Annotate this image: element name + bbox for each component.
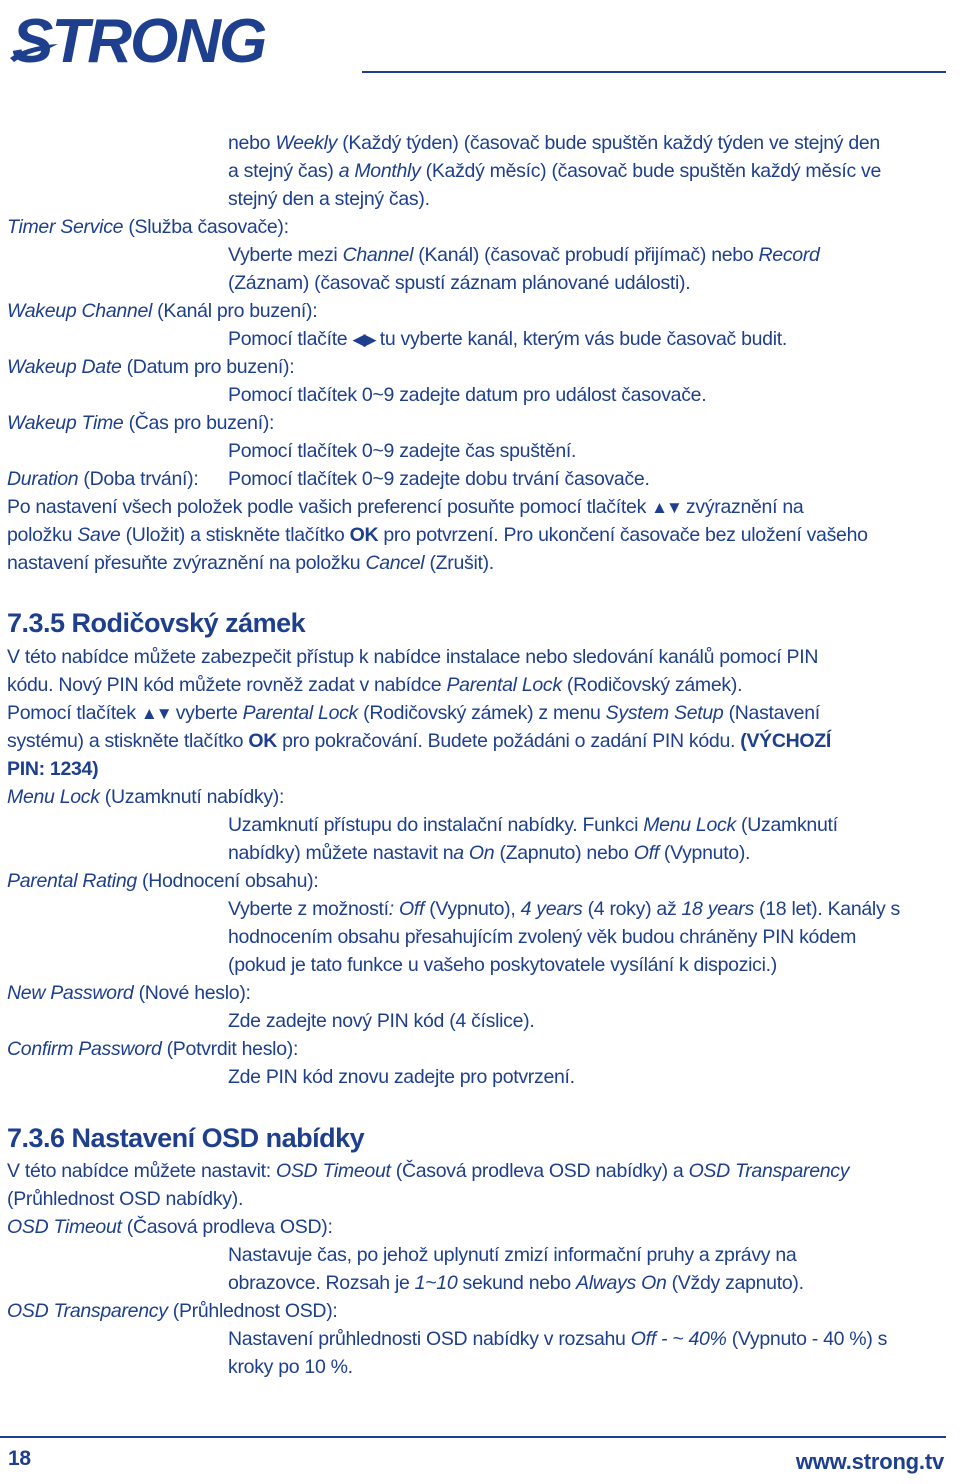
term-timer-service: Timer Service (Služba časovače): — [7, 216, 289, 238]
text-line: V této nabídce můžete zabezpečit přístup k nabídce instalace nebo sledování kanálů pomocí PIN — [7, 646, 819, 668]
text-line: Pomocí tlačítek 0~9 zadejte datum pro událost časovače. — [228, 384, 707, 406]
text-line: Zde zadejte nový PIN kód (4 číslice). — [228, 1010, 535, 1032]
text-line: položku Save (Uložit) a stiskněte tlačítko OK pro potvrzení. Pro ukončení časovače bez uložení vašeho — [7, 524, 868, 546]
section-heading-osd-settings: 7.3.6 Nastavení OSD nabídky — [7, 1123, 365, 1153]
text-line: Vyberte mezi Channel (Kanál) (časovač probudí přijímač) nebo Record — [228, 244, 820, 266]
term-new-password: New Password (Nové heslo): — [7, 982, 251, 1004]
term-parental-rating: Parental Rating (Hodnocení obsahu): — [7, 870, 319, 892]
text-line: hodnocením obsahu přesahujícím zvolený věk budou chráněny PIN kódem — [228, 926, 857, 948]
text-line: (Záznam) (časovač spustí záznam plánované události). — [228, 272, 691, 294]
term-wakeup-date: Wakeup Date (Datum pro buzení): — [7, 356, 295, 378]
footer-url[interactable]: www.strong.tv — [795, 1449, 944, 1474]
term-osd-transparency: OSD Transparency (Průhlednost OSD): — [7, 1300, 338, 1322]
text-line: a stejný čas) a Monthly (Každý měsíc) (časovač bude spuštěn každý měsíc ve — [228, 160, 882, 182]
text-line: kódu. Nový PIN kód můžete rovněž zadat v nabídce Parental Lock (Rodičovský zámek). — [7, 674, 743, 696]
text-line: Vyberte z možností: Off (Vypnuto), 4 years (4 roky) až 18 years (18 let). Kanály s — [228, 898, 900, 920]
left-right-arrows-icon: ◀▶ — [352, 330, 375, 349]
term-confirm-password: Confirm Password (Potvrdit heslo): — [7, 1038, 299, 1060]
text-line: Pomocí tlačítek 0~9 zadejte dobu trvání časovače. — [228, 468, 650, 490]
strong-logo — [6, 6, 310, 68]
term-duration: Duration (Doba trvání): — [7, 468, 199, 490]
text-line: systému) a stiskněte tlačítko OK pro pokračování. Budete požádáni o zadání PIN kódu. (VÝCHOZÍ — [7, 730, 832, 752]
text-line: obrazovce. Rozsah je 1~10 sekund nebo Always On (Vždy zapnuto). — [228, 1272, 804, 1294]
header-rule — [362, 71, 946, 73]
up-down-arrows-icon: ▲▼ — [140, 704, 171, 723]
term-wakeup-channel: Wakeup Channel (Kanál pro buzení): — [7, 300, 318, 322]
text-line: kroky po 10 %. — [228, 1356, 353, 1378]
term-menu-lock: Menu Lock (Uzamknutí nabídky): — [7, 786, 285, 808]
text-line: Pomocí tlačítek 0~9 zadejte čas spuštění. — [228, 440, 577, 462]
text-line: V této nabídce můžete nastavit: OSD Timeout (Časová prodleva OSD nabídky) a OSD Transparency — [7, 1160, 850, 1182]
text-line: (pokud je tato funkce u vašeho poskytovatele vysílání k dispozici.) — [228, 954, 777, 976]
term-wakeup-time: Wakeup Time (Čas pro buzení): — [7, 412, 275, 434]
up-down-arrows-icon: ▲▼ — [651, 498, 681, 517]
text-line: Zde PIN kód znovu zadejte pro potvrzení. — [228, 1066, 575, 1088]
text-line: Uzamknutí přístupu do instalační nabídky. Funkci Menu Lock (Uzamknutí — [228, 814, 838, 836]
text-line: Pomocí tlačíte ◀▶ tu vyberte kanál, kterým vás bude časovač budit. — [228, 328, 787, 350]
text-line: Nastavuje čas, po jehož uplynutí zmizí informační pruhy a zprávy na — [228, 1244, 797, 1266]
page-number: 18 — [8, 1447, 31, 1470]
footer-rule — [0, 1436, 946, 1438]
text-line: nebo Weekly (Každý týden) (časovač bude spuštěn každý týden ve stejný den — [228, 132, 880, 154]
text-line: PIN: 1234) — [7, 758, 99, 780]
text-line: (Průhlednost OSD nabídky). — [7, 1188, 244, 1210]
term-osd-timeout: OSD Timeout (Časová prodleva OSD): — [7, 1216, 333, 1238]
section-heading-parental-lock: 7.3.5 Rodičovský zámek — [7, 608, 306, 638]
text-line: nastavení přesuňte zvýraznění na položku Cancel (Zrušit). — [7, 552, 494, 574]
text-line: stejný den a stejný čas). — [228, 188, 430, 210]
logo-text: STRONG — [12, 7, 266, 68]
text-line: nabídky) můžete nastavit na On (Zapnuto) nebo Off (Vypnuto). — [228, 842, 751, 864]
text-line: Nastavení průhlednosti OSD nabídky v rozsahu Off - ~ 40% (Vypnuto - 40 %) s — [228, 1328, 888, 1350]
text-line: Po nastavení všech položek podle vašich preferencí posuňte pomocí tlačítek ▲▼ zvýraznění na — [7, 496, 804, 518]
text-line: Pomocí tlačítek ▲▼ vyberte Parental Lock (Rodičovský zámek) z menu System Setup (Nastavení — [7, 702, 820, 724]
